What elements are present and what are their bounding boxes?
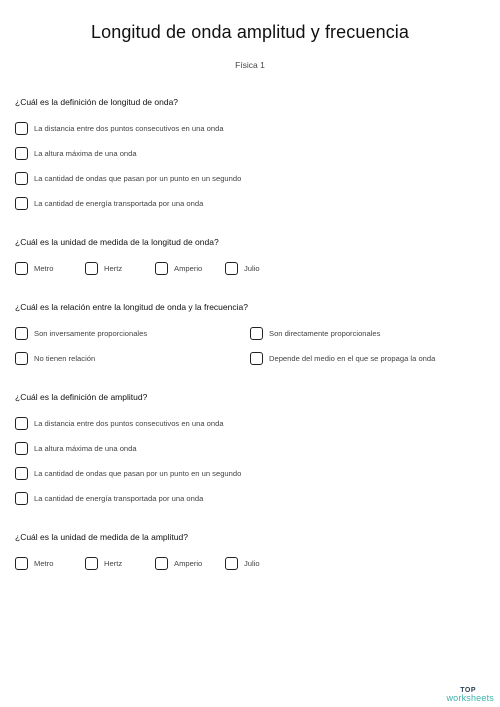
- checkbox[interactable]: [155, 557, 168, 570]
- option-label: La cantidad de ondas que pasan por un punto en un segundo: [34, 469, 242, 478]
- option-label: Amperio: [174, 264, 203, 273]
- option-label: Son inversamente proporcionales: [34, 329, 148, 338]
- brand-logo[interactable]: [446, 687, 494, 703]
- checkbox[interactable]: [15, 122, 28, 135]
- q2-option-4[interactable]: [225, 262, 260, 275]
- page-subtitle: Física 1: [235, 60, 265, 70]
- checkbox[interactable]: [15, 197, 28, 210]
- option-label: Hertz: [104, 264, 123, 273]
- checkbox[interactable]: [250, 327, 263, 340]
- q4-option-2[interactable]: [15, 442, 137, 455]
- checkbox[interactable]: [15, 417, 28, 430]
- q5-option-4[interactable]: [225, 557, 260, 570]
- checkbox[interactable]: [15, 172, 28, 185]
- q2-option-2[interactable]: [85, 262, 122, 275]
- option-label: La cantidad de energía transportada por una onda: [34, 494, 204, 503]
- brand-logo-top: TOP: [460, 687, 476, 694]
- q5-option-2[interactable]: [85, 557, 122, 570]
- q1-option-3[interactable]: [15, 172, 241, 185]
- question-2-text: ¿Cuál es la unidad de medida de la longitud de onda?: [15, 237, 219, 247]
- q2-option-3[interactable]: [155, 262, 202, 275]
- checkbox[interactable]: [15, 492, 28, 505]
- page-title: Longitud de onda amplitud y frecuencia: [90, 22, 410, 42]
- checkbox[interactable]: [225, 557, 238, 570]
- option-label: La cantidad de ondas que pasan por un punto en un segundo: [34, 174, 242, 183]
- q2-option-1[interactable]: [15, 262, 53, 275]
- q4-option-4[interactable]: [15, 492, 203, 505]
- checkbox[interactable]: [15, 147, 28, 160]
- option-label: La cantidad de energía transportada por una onda: [34, 199, 204, 208]
- checkbox[interactable]: [85, 262, 98, 275]
- q4-option-3[interactable]: [15, 467, 241, 480]
- brand-logo-bottom: worksheets: [446, 693, 494, 703]
- q3-option-4[interactable]: [250, 352, 435, 365]
- option-label: Depende del medio en el que se propaga la onda: [269, 354, 436, 363]
- checkbox[interactable]: [15, 467, 28, 480]
- option-label: La altura máxima de una onda: [34, 149, 137, 158]
- option-label: Son directamente proporcionales: [269, 329, 381, 338]
- option-label: La distancia entre dos puntos consecutivos en una onda: [34, 419, 224, 428]
- q3-option-2[interactable]: [250, 327, 380, 340]
- question-5-text: ¿Cuál es la unidad de medida de la amplitud?: [15, 532, 188, 542]
- option-label: Julio: [244, 559, 260, 568]
- question-3-text: ¿Cuál es la relación entre la longitud de onda y la frecuencia?: [15, 302, 248, 312]
- question-4-text: ¿Cuál es la definición de amplitud?: [15, 392, 148, 402]
- checkbox[interactable]: [15, 262, 28, 275]
- checkbox[interactable]: [250, 352, 263, 365]
- option-label: Metro: [34, 264, 54, 273]
- option-label: Julio: [244, 264, 260, 273]
- q1-option-2[interactable]: [15, 147, 137, 160]
- q1-option-4[interactable]: [15, 197, 203, 210]
- q3-option-3[interactable]: [15, 352, 95, 365]
- checkbox[interactable]: [15, 442, 28, 455]
- option-label: Metro: [34, 559, 54, 568]
- checkbox[interactable]: [225, 262, 238, 275]
- q1-option-1[interactable]: [15, 122, 224, 135]
- option-label: No tienen relación: [34, 354, 96, 363]
- option-label: La distancia entre dos puntos consecutivos en una onda: [34, 124, 224, 133]
- q3-option-1[interactable]: [15, 327, 147, 340]
- checkbox[interactable]: [15, 327, 28, 340]
- checkbox[interactable]: [85, 557, 98, 570]
- option-label: Hertz: [104, 559, 123, 568]
- checkbox[interactable]: [15, 557, 28, 570]
- checkbox[interactable]: [155, 262, 168, 275]
- checkbox[interactable]: [15, 352, 28, 365]
- q5-option-1[interactable]: [15, 557, 53, 570]
- q5-option-3[interactable]: [155, 557, 202, 570]
- option-label: La altura máxima de una onda: [34, 444, 137, 453]
- option-label: Amperio: [174, 559, 203, 568]
- q4-option-1[interactable]: [15, 417, 224, 430]
- question-1-text: ¿Cuál es la definición de longitud de onda?: [15, 97, 179, 107]
